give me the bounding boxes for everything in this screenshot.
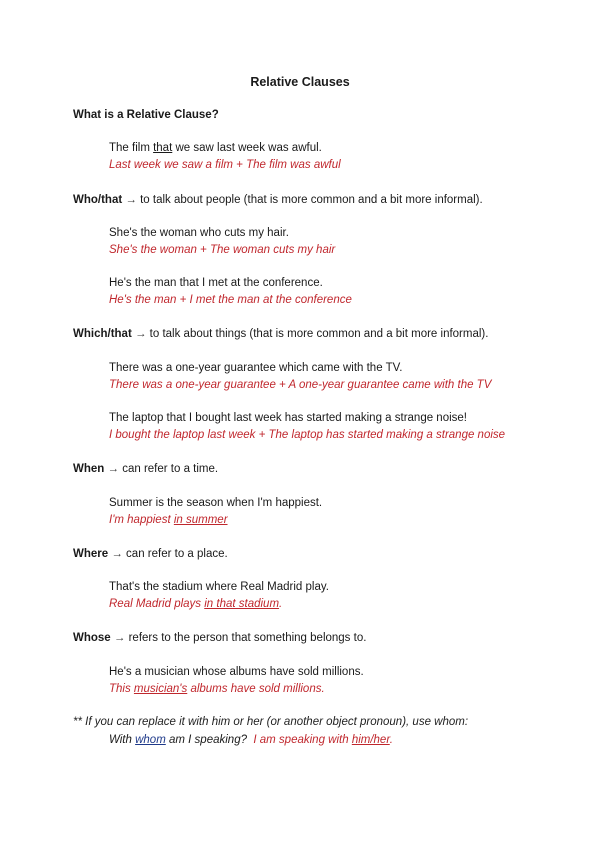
rule-which: Which/that → to talk about things (that is more common and a bit more informal). [73,328,489,340]
when-example-1: Summer is the season when I'm happiest. [109,497,323,509]
whose-breakdown-1: This musician's albums have sold millions. [109,683,325,695]
intro-breakdown: Last week we saw a film + The film was awful [109,159,341,171]
where-breakdown-1: Real Madrid plays in that stadium. [109,598,283,610]
rule-who: Who/that → to talk about people (that is more common and a bit more informal). [73,194,483,206]
underlined-that: that [153,142,173,154]
rule-whose: Whose → refers to the person that something belongs to. [73,632,367,644]
arrow-icon: → [113,632,126,644]
which-breakdown-2: I bought the laptop last week + The laptop has started making a strange noise [109,429,506,441]
arrow-icon: → [111,548,123,560]
rule-term: Whose [73,632,111,644]
rule-term: Which/that [73,328,132,340]
arrow-icon: → [107,463,120,475]
who-breakdown-2: He's the man + I met the man at the conference [109,294,352,306]
arrow-icon: → [125,194,137,206]
who-example-1: She's the woman who cuts my hair. [109,227,289,239]
rule-term: When [73,463,105,475]
underlined-whom: whom [135,734,166,746]
intro-example: The film that we saw last week was awful. [109,142,322,154]
rule-term: Who/that [73,194,123,206]
arrow-icon: → [134,328,147,340]
which-example-2: The laptop that I bought last week has started making a strange noise! [109,412,467,424]
who-breakdown-1: She's the woman + The woman cuts my hair [109,244,336,256]
rule-term: Where [73,548,109,560]
where-example-1: That's the stadium where Real Madrid play. [109,581,329,593]
section-heading-intro: What is a Relative Clause? [73,109,219,121]
whom-note: ** If you can replace it with him or her (or another object pronoun), use whom: [73,716,469,728]
which-example-1: There was a one-year guarantee which came with the TV. [109,362,403,374]
when-breakdown-1: I'm happiest in summer [109,514,228,526]
rule-where: Where → can refer to a place. [73,548,228,560]
whom-example: With whom am I speaking? I am speaking with him/her. [109,734,393,746]
who-example-2: He's the man that I met at the conference. [109,277,323,289]
which-breakdown-1: There was a one-year guarantee + A one-year guarantee came with the TV [109,379,492,391]
rule-when: When → can refer to a time. [73,463,219,475]
whose-example-1: He's a musician whose albums have sold millions. [109,666,364,678]
page-title: Relative Clauses [250,75,350,89]
